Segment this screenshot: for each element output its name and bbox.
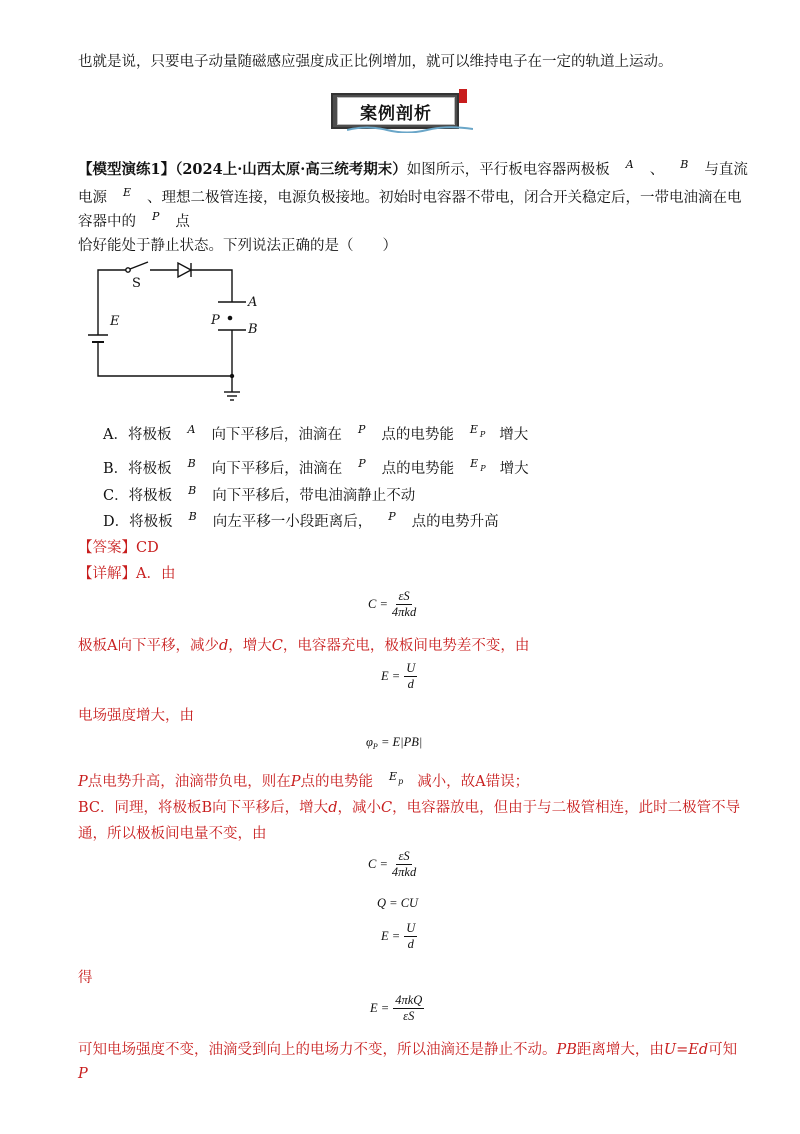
question-text: 、理想二极管连接，电源负极接地。初始时电容器不带电，闭合开关稳定后，一带电油滴在电 <box>147 190 742 206</box>
symbol: P <box>357 423 366 436</box>
option-text: 向下平移后，带电油滴静止不动 <box>212 488 416 504</box>
question-text: 恰好能处于静止状态。下列说法正确的是（ ） <box>78 238 397 254</box>
explanation-line-8 <box>78 1064 88 1084</box>
option-d <box>103 512 499 533</box>
symbol-B: B <box>680 158 689 171</box>
point-p-label: P <box>211 313 220 328</box>
eq-fraction <box>404 662 417 691</box>
explanation-line-a <box>78 636 529 656</box>
option-a <box>103 425 528 447</box>
explanation-line-2 <box>78 706 194 726</box>
explanation-text: 通，所以极板间电量不变，由 <box>78 826 267 842</box>
question-line-4 <box>78 236 397 256</box>
question-line-2 <box>78 188 742 209</box>
eq-numerator: 4πkQ <box>395 993 423 1007</box>
explanation-text: 减小，故A错误； <box>417 774 530 790</box>
equation-7 <box>370 994 424 1023</box>
explanation-text: ，电容器放电，但由于与二极管相连，此时二极管不导 <box>392 800 741 816</box>
separator: 、 <box>649 162 665 178</box>
battery-label: E <box>110 314 120 329</box>
symbol: E <box>469 423 478 436</box>
question-line-3 <box>78 212 190 233</box>
eq-lhs: E = <box>381 669 401 683</box>
option-b <box>103 459 529 481</box>
var-p: P <box>78 1066 88 1082</box>
symbol: P <box>358 457 366 470</box>
option-text: A．将极板 <box>103 427 172 443</box>
explanation-line-3 <box>78 772 529 794</box>
eq-lhs: E = <box>381 929 401 943</box>
symbol: P <box>388 510 396 523</box>
plate-b-label: B <box>248 322 258 337</box>
explanation-text: 点电势升高，油滴带负电，则在 <box>87 774 291 790</box>
explanation-line-7 <box>78 1040 737 1060</box>
equation-3 <box>366 735 422 750</box>
option-text: 向下平移后，油滴在 <box>211 427 342 443</box>
symbol-E: E <box>389 770 398 783</box>
option-text: B．将极板 <box>103 461 172 477</box>
eq-text: Q = CU <box>377 896 419 910</box>
eq-fraction <box>404 922 417 951</box>
option-text: 点的电势能 <box>381 461 455 477</box>
eq-subscript: P <box>372 742 378 751</box>
eq-numerator: U <box>406 921 416 935</box>
explanation-text: 极板A向下平移，减少 <box>78 638 219 654</box>
symbol-P: P <box>152 210 160 223</box>
answer-line <box>78 538 159 558</box>
intro-text: 也就是说，只要电子动量随磁感应强度成正比例增加，就可以维持电子在一定的轨道上运动。 <box>78 54 673 70</box>
eq-phi: φ <box>366 735 373 749</box>
option-text: 增大 <box>499 461 529 477</box>
equation-6 <box>381 922 417 951</box>
explanation-text: 可知 <box>708 1042 738 1058</box>
intro-paragraph <box>78 52 673 72</box>
explanation-text: ，增大 <box>228 638 272 654</box>
question-text: 电源 <box>78 190 107 206</box>
explanation-text: 点的电势能 <box>300 774 374 790</box>
question-text: 容器中的 <box>78 214 136 230</box>
eq-fraction <box>393 994 424 1023</box>
symbol-subscript: P <box>479 430 486 439</box>
var-formula: U=Ed <box>663 1042 709 1058</box>
explanation-line-4 <box>78 798 740 818</box>
question-text: 与直流 <box>704 162 748 178</box>
explanation-text: 【详解】A．由 <box>78 566 176 582</box>
banner-accent <box>459 89 467 103</box>
symbol-A: A <box>625 158 634 171</box>
option-text: 增大 <box>499 427 529 443</box>
eq-denominator: d <box>407 677 414 691</box>
eq-numerator: U <box>406 661 416 675</box>
eq-lhs: C = <box>368 597 388 611</box>
banner-title: 案例剖析 <box>337 97 455 125</box>
option-text: 向左平移一小段距离后， <box>212 514 373 530</box>
question-text: 如图所示，平行板电容器两极板 <box>406 162 610 178</box>
switch-label: S <box>132 276 141 291</box>
question-tag: 【模型演练1】 <box>78 161 176 178</box>
banner-wave-decoration <box>347 125 473 133</box>
explanation-text: 可知电场强度不变，油滴受到向上的电场力不变，所以油滴还是静止不动。 <box>78 1042 557 1058</box>
answer-label: 【答案】CD <box>78 540 159 556</box>
eq-lhs: E = <box>370 1001 390 1015</box>
explanation-text: ，电容器充电，极板间电势差不变，由 <box>282 638 530 654</box>
symbol-subscript: P <box>480 464 486 473</box>
eq-denominator: d <box>407 937 414 951</box>
symbol: A <box>187 423 196 436</box>
symbol: B <box>188 510 197 523</box>
var-d: d <box>328 800 338 816</box>
circuit-diagram <box>80 260 270 410</box>
symbol: B <box>187 457 196 470</box>
eq-denominator: 4πkd <box>391 865 417 879</box>
option-text: C．将极板 <box>103 488 173 504</box>
oil-drop-dot <box>228 316 233 321</box>
equation-5 <box>377 896 418 911</box>
explanation-text: ，减小 <box>337 800 381 816</box>
explanation-head <box>78 564 175 584</box>
question-text: 点 <box>175 214 190 230</box>
eq-rhs: = E|PB| <box>377 735 423 749</box>
option-text: D．将极板 <box>103 514 173 530</box>
var-d: d <box>218 638 229 654</box>
var-c: C <box>380 800 393 816</box>
eq-numerator: εS <box>398 849 410 863</box>
equation-4 <box>368 850 416 879</box>
equation-1 <box>368 590 416 619</box>
explanation-line-6 <box>78 968 93 988</box>
eq-denominator: 4πkd <box>391 605 417 619</box>
var-pb: PB <box>556 1042 577 1058</box>
option-text: 向下平移后，油滴在 <box>211 461 343 477</box>
option-text: 点的电势能 <box>381 427 454 443</box>
eq-fraction <box>392 850 416 879</box>
option-text: 点的电势升高 <box>411 514 499 530</box>
symbol-E: E <box>123 186 132 199</box>
symbol-subscript: p <box>398 777 404 786</box>
explanation-text: 得 <box>78 970 93 986</box>
question-source: （2024上·山西太原·高三统考期末） <box>175 161 407 178</box>
explanation-text: 距离增大，由 <box>576 1042 664 1058</box>
explanation-text: BC．同理，将极板B向下平移后，增大 <box>78 800 329 816</box>
var-p: P <box>78 774 88 790</box>
var-p: P <box>290 774 301 790</box>
symbol: E <box>470 457 479 470</box>
equation-2 <box>381 662 417 691</box>
option-c <box>103 486 415 507</box>
explanation-line-5 <box>78 824 267 844</box>
section-banner <box>331 89 467 133</box>
var-c: C <box>271 638 283 654</box>
eq-denominator: εS <box>403 1009 415 1023</box>
explanation-text: 电场强度增大，由 <box>78 708 194 724</box>
eq-fraction <box>392 590 416 619</box>
eq-numerator: εS <box>398 589 410 603</box>
eq-lhs: C = <box>368 857 388 871</box>
symbol: B <box>188 484 197 497</box>
plate-a-label: A <box>248 295 258 310</box>
question-line-1 <box>78 160 748 181</box>
